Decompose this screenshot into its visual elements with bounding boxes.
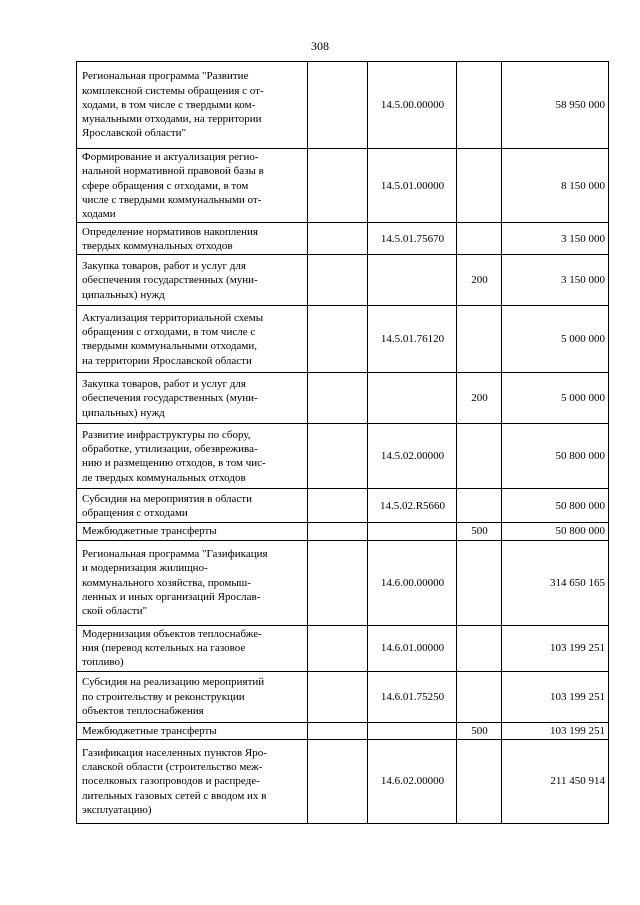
row-amount-cell: 3 150 000 — [502, 255, 609, 306]
row-name-cell: Актуализация территориальной схемы обращения с отходами, в том числе с твердыми коммунальными отходами, на территории Ярославской области — [77, 306, 308, 373]
row-code-cell: 14.6.01.00000 — [368, 625, 457, 671]
row-empty-cell — [308, 540, 368, 625]
row-amount-cell: 50 800 000 — [502, 489, 609, 523]
row-name-cell: Межбюджетные трансферты — [77, 523, 308, 540]
row-type-cell — [457, 740, 502, 824]
row-empty-cell — [308, 625, 368, 671]
row-empty-cell — [308, 740, 368, 824]
row-amount-cell: 50 800 000 — [502, 523, 609, 540]
row-empty-cell — [308, 523, 368, 540]
row-name-cell: Формирование и актуализация регио- нальной нормативной правовой базы в сфере обращения с отходами, в том числе с твердыми коммунальными от- ходами — [77, 149, 308, 223]
row-name-cell: Модернизация объектов теплоснабже- ния (перевод котельных на газовое топливо) — [77, 625, 308, 671]
row-code-cell: 14.6.02.00000 — [368, 740, 457, 824]
row-type-cell — [457, 306, 502, 373]
row-amount-cell: 103 199 251 — [502, 671, 609, 722]
table-row — [77, 489, 609, 523]
row-empty-cell — [308, 424, 368, 489]
row-name-cell: Закупка товаров, работ и услуг для обеспечения государственных (муни- ципальных) нужд — [77, 373, 308, 424]
row-type-cell — [457, 424, 502, 489]
row-empty-cell — [308, 223, 368, 255]
row-empty-cell — [308, 306, 368, 373]
row-empty-cell — [308, 373, 368, 424]
row-type-cell — [457, 671, 502, 722]
row-empty-cell — [308, 149, 368, 223]
row-name-cell: Региональная программа "Газификация и модернизация жилищно- коммунального хозяйства, промыш- ленных и иных организаций Ярослав- ской области" — [77, 540, 308, 625]
row-type-cell — [457, 625, 502, 671]
row-code-cell: 14.5.02.00000 — [368, 424, 457, 489]
row-amount-cell: 50 800 000 — [502, 424, 609, 489]
page-number: 308 — [311, 39, 329, 53]
table-row — [77, 740, 609, 824]
table-row — [77, 671, 609, 722]
row-empty-cell — [308, 722, 368, 739]
row-name-cell: Газификация населенных пунктов Яро- славской области (строительство меж- поселковых газопроводов и распреде- лительных газовых сетей с вводом их в эксплуатацию) — [77, 740, 308, 824]
row-code-cell: 14.6.01.75250 — [368, 671, 457, 722]
row-type-cell — [457, 223, 502, 255]
row-amount-cell: 103 199 251 — [502, 722, 609, 739]
row-code-cell: 14.6.00.00000 — [368, 540, 457, 625]
row-name-cell: Развитие инфраструктуры по сбору, обработке, утилизации, обезврежива- нию и размещению отходов, в том чис- ле твердых коммунальных отходов — [77, 424, 308, 489]
row-amount-cell: 3 150 000 — [502, 223, 609, 255]
row-empty-cell — [308, 489, 368, 523]
row-type-cell — [457, 62, 502, 149]
row-name-cell: Региональная программа "Развитие комплексной системы обращения с от- ходами, в том числе с твердыми ком- мунальными отходами, на территории Ярославской области" — [77, 62, 308, 149]
row-name-cell: Субсидия на реализацию мероприятий по строительству и реконструкции объектов теплоснабжения — [77, 671, 308, 722]
table-row — [77, 255, 609, 306]
row-name-cell: Определение нормативов накопления твердых коммунальных отходов — [77, 223, 308, 255]
row-code-cell — [368, 722, 457, 739]
row-amount-cell: 8 150 000 — [502, 149, 609, 223]
table-row — [77, 540, 609, 625]
table-row — [77, 722, 609, 739]
row-type-cell — [457, 540, 502, 625]
row-code-cell: 14.5.01.75670 — [368, 223, 457, 255]
row-type-cell — [457, 489, 502, 523]
row-name-cell: Закупка товаров, работ и услуг для обеспечения государственных (муни- ципальных) нужд — [77, 255, 308, 306]
table-row — [77, 625, 609, 671]
row-code-cell: 14.5.01.00000 — [368, 149, 457, 223]
budget-table — [76, 61, 609, 824]
row-name-cell: Межбюджетные трансферты — [77, 722, 308, 739]
table-row — [77, 424, 609, 489]
table-row — [77, 373, 609, 424]
row-code-cell — [368, 523, 457, 540]
table-row — [77, 306, 609, 373]
row-amount-cell: 211 450 914 — [502, 740, 609, 824]
row-type-cell: 500 — [457, 523, 502, 540]
row-code-cell: 14.5.01.76120 — [368, 306, 457, 373]
row-empty-cell — [308, 255, 368, 306]
row-code-cell — [368, 255, 457, 306]
table-row — [77, 223, 609, 255]
row-code-cell — [368, 373, 457, 424]
row-code-cell: 14.5.02.R5660 — [368, 489, 457, 523]
row-amount-cell: 103 199 251 — [502, 625, 609, 671]
row-type-cell: 200 — [457, 373, 502, 424]
table-row — [77, 62, 609, 149]
row-empty-cell — [308, 62, 368, 149]
row-type-cell: 200 — [457, 255, 502, 306]
row-name-cell: Субсидия на мероприятия в области обращения с отходами — [77, 489, 308, 523]
row-amount-cell: 314 650 165 — [502, 540, 609, 625]
row-amount-cell: 5 000 000 — [502, 306, 609, 373]
row-code-cell: 14.5.00.00000 — [368, 62, 457, 149]
table-row — [77, 149, 609, 223]
row-empty-cell — [308, 671, 368, 722]
row-amount-cell: 5 000 000 — [502, 373, 609, 424]
row-type-cell: 500 — [457, 722, 502, 739]
table-row — [77, 523, 609, 540]
row-type-cell — [457, 149, 502, 223]
row-amount-cell: 58 950 000 — [502, 62, 609, 149]
